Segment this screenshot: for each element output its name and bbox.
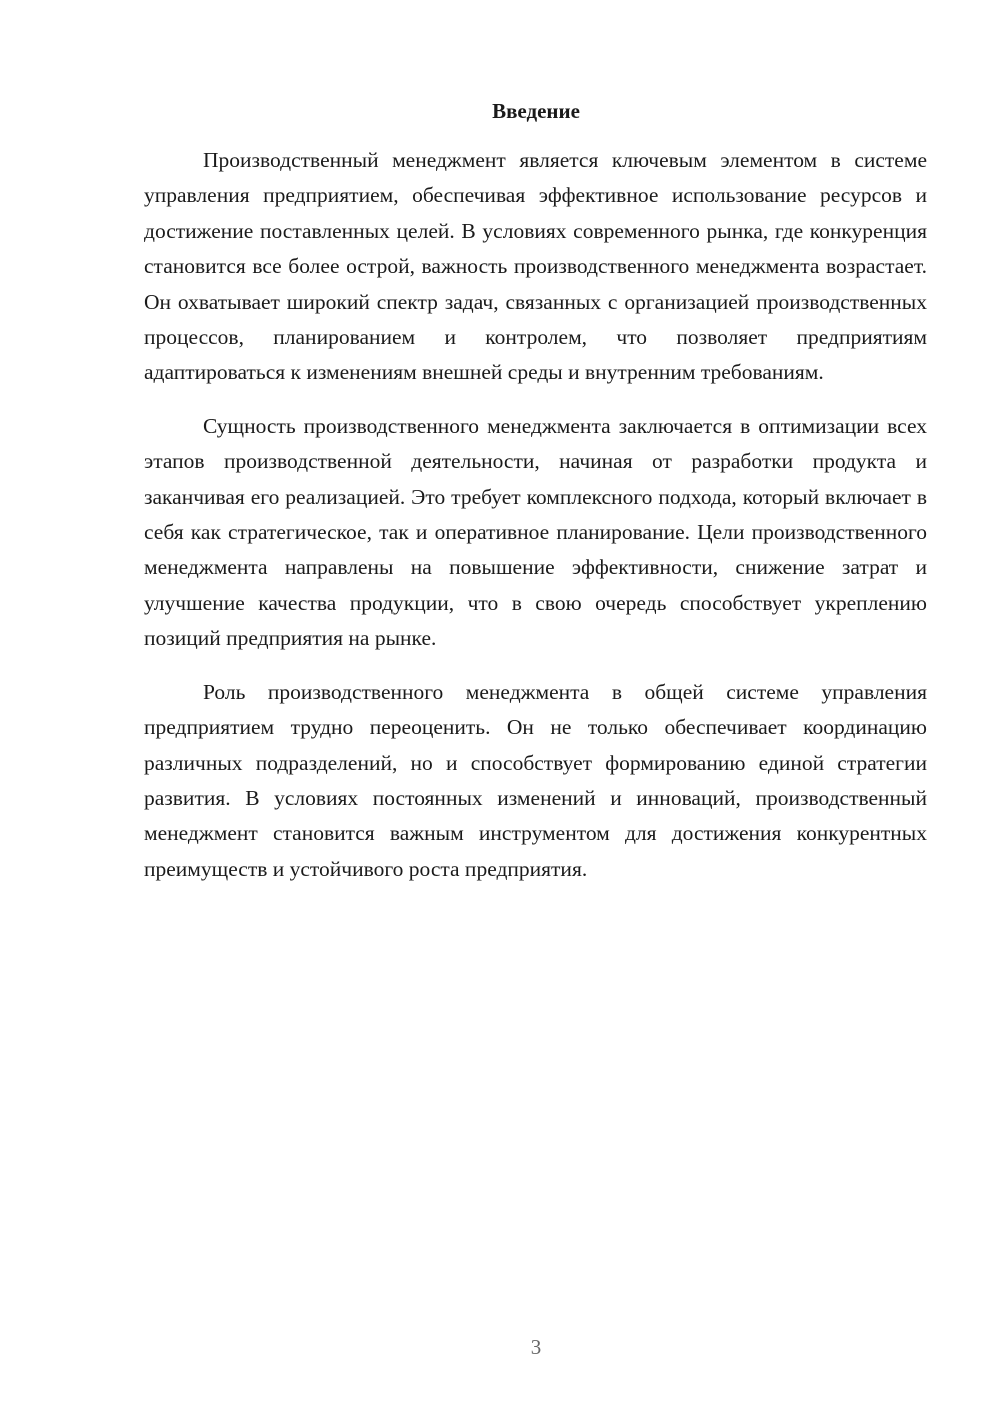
paragraph-3: Роль производственного менеджмента в общей системе управления предприятием трудно переоценить. Он не только обеспечивает координацию различных подразделений, но и способствует формированию единой стратегии развития. В условиях постоянных изменений и инноваций, производственный менеджмент становится важным инструментом для достижения конкурентных преимуществ и устойчивого роста предприятия. [144,679,927,881]
body-text [144,143,927,905]
page-number: 3 [530,1335,542,1359]
paragraph-1: Производственный менеджмент является ключевым элементом в системе управления предприятием, обеспечивая эффективное использование ресурсов и достижение поставленных целей. В условиях современного рынка, где конкуренция становится все более острой, важность производственного менеджмента возрастает. Он охватывает широкий спектр задач, связанных с организацией производственных процессов, планированием и контролем, что позволяет предприятиям адаптироваться к изменениям внешней среды и внутренним требованиям. [144,148,927,385]
page-title: Введение [492,99,580,123]
paragraph-2: Сущность производственного менеджмента заключается в оптимизации всех этапов производственной деятельности, начиная от разработки продукта и заканчивая его реализацией. Это требует комплексного подхода, который включает в себя как стратегическое, так и оперативное планирование. Цели производственного менеджмента направлены на повышение эффективности, снижение затрат и улучшение качества продукции, что в свою очередь способствует укреплению позиций предприятия на рынке. [144,413,927,651]
